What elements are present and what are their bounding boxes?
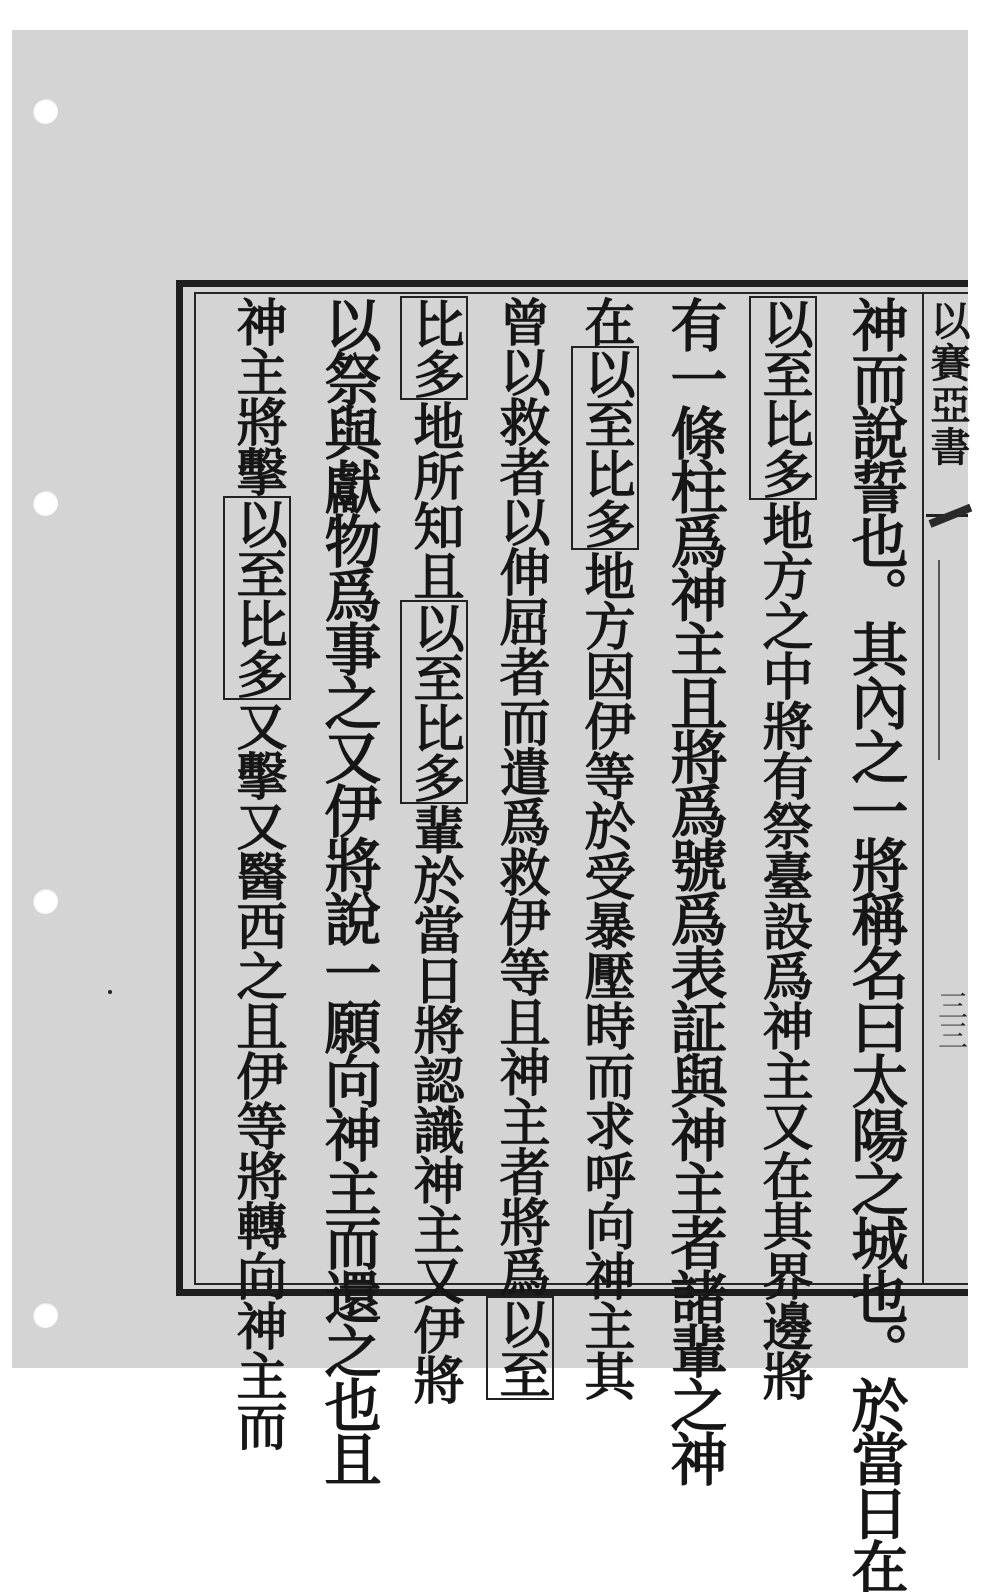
column-text: 地方因伊等於受暴壓時而求呼向神主其: [575, 550, 635, 1400]
column-text: 曾以救者以伸屈者而遣爲救伊等且神主者將爲: [490, 296, 550, 1296]
text-column-3: [655, 296, 733, 1484]
text-column-6: [395, 296, 473, 1404]
column-text: 地所知且: [404, 400, 464, 600]
book-title: 以賽亞書: [924, 300, 971, 468]
boxed-name: 以至比多: [571, 346, 639, 550]
column-text: 地方之中將有祭臺設爲神主又在其界邊將: [753, 500, 813, 1400]
column-text: 以祭與獻物爲事之又伊將說一願向神主而還之也且: [315, 296, 382, 1484]
punch-hole: [32, 1302, 58, 1328]
text-column-8: [218, 296, 296, 1450]
column-text: 輩於當日將認識神主又伊將: [404, 804, 464, 1404]
punch-hole: [32, 490, 58, 516]
text-column-5: [481, 296, 559, 1398]
boxed-name: 比多: [400, 296, 468, 400]
boxed-name: 以至比多: [749, 296, 817, 500]
speck: [108, 990, 112, 994]
column-text: 在: [575, 296, 635, 346]
boxed-name: 以至比多: [400, 600, 468, 804]
column-text: 神主將擊: [227, 296, 287, 496]
boxed-name: 以至比多: [223, 496, 291, 700]
text-column-2: [744, 296, 822, 1400]
text-column-1: [836, 296, 914, 1592]
running-title: [924, 294, 971, 517]
column-text: 神而說誓也。其內之一將稱名曰太陽之城也。於當日在: [842, 296, 909, 1592]
text-column-4: [566, 296, 644, 1400]
column-text: 有一條柱爲神主且將爲號爲表証與神主者諸輩之神: [661, 296, 728, 1484]
page-number: 三三: [932, 990, 967, 1050]
boxed-name: 以至: [486, 1296, 554, 1400]
punch-hole: [32, 888, 58, 914]
punch-hole: [32, 98, 58, 124]
margin-rule: [938, 560, 940, 760]
column-text: 又擊又醫西之且伊等將轉向神主而: [227, 700, 287, 1450]
text-column-7: [309, 296, 387, 1484]
